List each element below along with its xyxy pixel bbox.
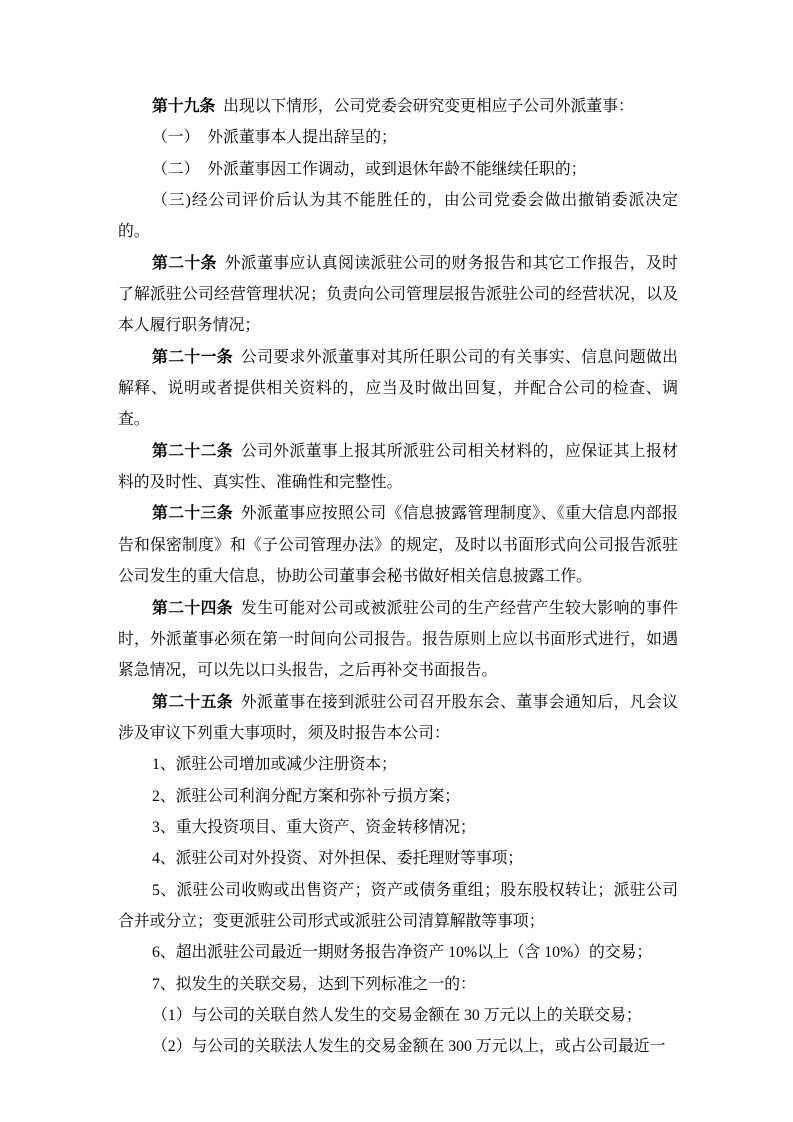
paragraph xyxy=(118,91,678,122)
paragraph-text: 1、派驻公司增加或减少注册资本； xyxy=(152,756,397,774)
paragraph xyxy=(118,749,678,780)
paragraph xyxy=(118,687,678,750)
paragraph xyxy=(118,1031,678,1062)
paragraph xyxy=(118,593,678,687)
paragraph-text: 发生可能对公司或被派驻公司的生产经营产生较大影响的事件时，外派董事必须在第一时间向公司报告。报告原则上应以书面形式进行，如遇紧急情况，可以先以口头报告，之后再补交书面报告。 xyxy=(118,599,678,680)
paragraph xyxy=(118,1000,678,1031)
paragraph xyxy=(118,498,678,592)
paragraph xyxy=(118,969,678,1000)
paragraph xyxy=(118,812,678,843)
document-content xyxy=(118,91,678,1063)
paragraph xyxy=(118,248,678,342)
paragraph-text: 6、超出派驻公司最近一期财务报告净资产 10%以上（含 10%）的交易； xyxy=(152,944,653,962)
article-number: 第二十四条 xyxy=(152,599,234,617)
paragraph-text: 7、拟发生的关联交易，达到下列标准之一的： xyxy=(152,975,476,993)
paragraph xyxy=(118,122,678,153)
paragraph-text: 公司要求外派董事对其所任职公司的有关事实、信息问题做出解释、说明或者提供相关资料的，应当及时做出回复，并配合公司的检查、调查。 xyxy=(118,348,678,429)
paragraph-text: 出现以下情形，公司党委会研究变更相应子公司外派董事： xyxy=(223,98,634,115)
paragraph xyxy=(118,185,678,248)
paragraph-text: （二） 外派董事因工作调动，或到退休年龄不能继续任职的； xyxy=(152,160,587,178)
paragraph xyxy=(118,436,678,499)
paragraph-text: 3、重大投资项目、重大资产、资金转移情况； xyxy=(152,818,476,836)
paragraph-text: 4、派驻公司对外投资、对外担保、委托理财等事项； xyxy=(152,850,524,868)
paragraph-text: 外派董事应认真阅读派驻公司的财务报告和其它工作报告，及时了解派驻公司经营管理状况；负责向公司管理层报告派驻公司的经营状况，以及本人履行职务情况； xyxy=(118,254,678,335)
paragraph xyxy=(118,342,678,436)
paragraph-text: （2）与公司的关联法人发生的交易金额在 300 万元以上，或占公司最近一 xyxy=(152,1038,666,1056)
article-number: 第二十五条 xyxy=(152,693,234,711)
paragraph-text: （一） 外派董事本人提出辞呈的； xyxy=(152,129,397,147)
paragraph xyxy=(118,843,678,874)
paragraph-text: 外派董事应按照公司《信息披露管理制度》、《重大信息内部报告和保密制度》和《子公司管理办法》的规定，及时以书面形式向公司报告派驻公司发生的重大信息，协助公司董事会秘书做好相关信息披露工作。 xyxy=(118,505,678,586)
paragraph xyxy=(118,875,678,938)
paragraph xyxy=(118,154,678,185)
paragraph xyxy=(118,781,678,812)
paragraph-text: 5、派驻公司收购或出售资产；资产或债务重组；股东股权转让；派驻公司合并或分立；变更派驻公司形式或派驻公司清算解散等事项； xyxy=(118,881,678,930)
article-number: 第十九条 xyxy=(152,98,216,115)
paragraph-text: 公司外派董事上报其所派驻公司相关材料的，应保证其上报材料的及时性、真实性、准确性和完整性。 xyxy=(118,442,678,492)
article-number: 第二十二条 xyxy=(152,442,234,460)
paragraph-text: 2、派驻公司利润分配方案和弥补亏损方案； xyxy=(152,787,461,805)
paragraph-text: （1）与公司的关联自然人发生的交易金额在 30 万元以上的关联交易； xyxy=(152,1006,642,1024)
article-number: 第二十一条 xyxy=(152,348,234,366)
paragraph-text: 外派董事在接到派驻公司召开股东会、董事会通知后，凡会议涉及审议下列重大事项时，须及时报告本公司： xyxy=(118,693,678,742)
paragraph xyxy=(118,937,678,968)
article-number: 第二十条 xyxy=(152,254,217,272)
article-number: 第二十三条 xyxy=(152,505,233,523)
paragraph-text: （三)经公司评价后认为其不能胜任的，由公司党委会做出撤销委派决定的。 xyxy=(118,192,678,241)
